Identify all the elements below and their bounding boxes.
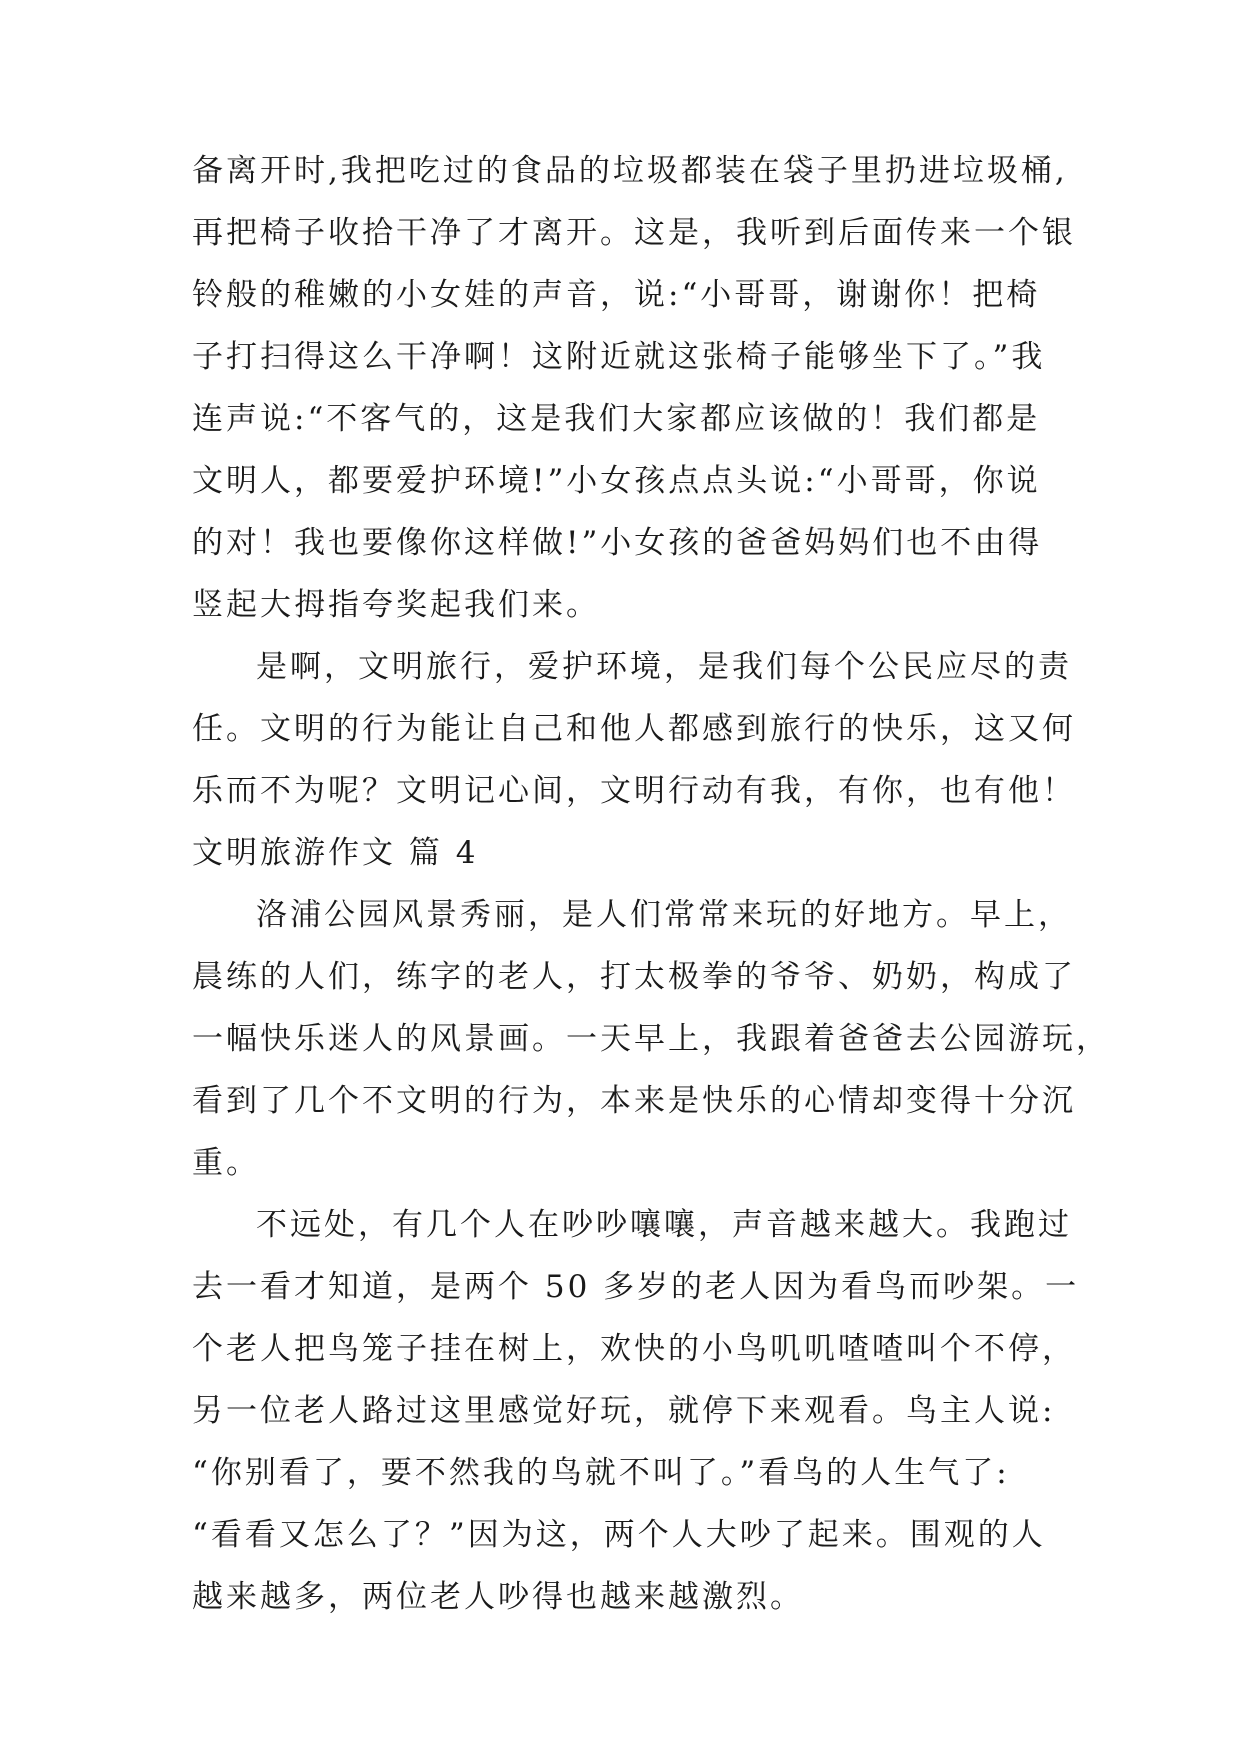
text-line: “看看又怎么了？”因为这，两个人大吵了起来。围观的人 [192, 1517, 1046, 1553]
text-line: 任。文明的行为能让自己和他人都感到旅行的快乐，这又何 [192, 711, 1076, 747]
text-line: 备离开时,我把吃过的食品的垃圾都装在袋子里扔进垃圾桶, [192, 153, 1068, 189]
text-line: 的对！我也要像你这样做!”小女孩的爸爸妈妈们也不由得 [192, 525, 1043, 561]
text-line: 乐而不为呢？文明记心间，文明行动有我，有你，也有他！ [192, 773, 1076, 809]
text-line: 个老人把鸟笼子挂在树上，欢快的小鸟叽叽喳喳叫个不停， [192, 1331, 1076, 1367]
text-line: 连声说:“不客气的，这是我们大家都应该做的！我们都是 [192, 401, 1041, 437]
paragraph-first-line: 洛浦公园风景秀丽，是人们常常来玩的好地方。早上， [256, 897, 1072, 933]
text-line: 另一位老人路过这里感觉好玩，就停下来观看。鸟主人说: [192, 1393, 1056, 1429]
text-line: 晨练的人们，练字的老人，打太极拳的爷爷、奶奶，构成了 [192, 959, 1076, 995]
paragraph-first-line: 是啊，文明旅行，爱护环境，是我们每个公民应尽的责 [256, 649, 1072, 685]
text-line: 竖起大拇指夸奖起我们来。 [192, 587, 600, 623]
section-heading: 文明旅游作文 篇 4 [192, 835, 479, 871]
text-line: 看到了几个不文明的行为，本来是快乐的心情却变得十分沉 [192, 1083, 1076, 1119]
text-line: 再把椅子收拾干净了才离开。这是，我听到后面传来一个银 [192, 215, 1076, 251]
text-line: 子打扫得这么干净啊！这附近就这张椅子能够坐下了。”我 [192, 339, 1046, 375]
text-line: 文明人，都要爱护环境!”小女孩点点头说:“小哥哥，你说 [192, 463, 1041, 499]
paragraph-first-line: 不远处，有几个人在吵吵嚷嚷，声音越来越大。我跑过 [256, 1207, 1072, 1243]
text-line: 去一看才知道，是两个 50 多岁的老人因为看鸟而吵架。一 [192, 1269, 1080, 1305]
document-body [192, 140, 1110, 1628]
text-line: 越来越多，两位老人吵得也越来越激烈。 [192, 1579, 804, 1615]
text-line: “你别看了，要不然我的鸟就不叫了。”看鸟的人生气了: [192, 1455, 1010, 1491]
text-line: 一幅快乐迷人的风景画。一天早上，我跟着爸爸去公园游玩， [192, 1021, 1110, 1057]
text-line: 重。 [192, 1145, 260, 1181]
text-line: 铃般的稚嫩的小女娃的声音，说:“小哥哥，谢谢你！把椅 [192, 277, 1041, 313]
